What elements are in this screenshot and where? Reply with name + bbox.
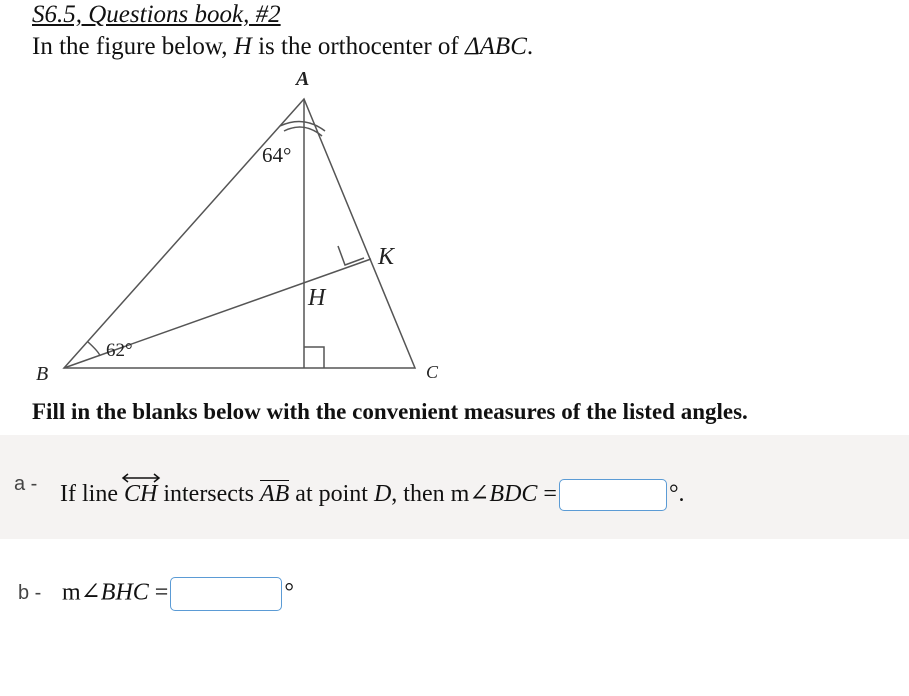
triangle-name: ΔABC	[464, 33, 527, 60]
question-a-text	[60, 479, 685, 511]
vertex-label-a: A	[296, 68, 310, 90]
segment-ab-name: AB	[259, 481, 290, 507]
question-b-text	[62, 577, 294, 611]
intro-text-before: In the figure below,	[32, 33, 234, 60]
question-a-label: a -	[14, 473, 38, 495]
triangle-abc	[64, 99, 415, 368]
question-a-band	[0, 435, 909, 539]
angle-bhc: BHC	[100, 579, 149, 606]
orthocenter-var: H	[233, 33, 252, 60]
line-ch-name: CH	[123, 481, 158, 507]
question-a-equals: =	[537, 481, 557, 507]
point-d: D	[373, 481, 392, 507]
question-header: S6.5, Questions book, #2	[32, 1, 281, 28]
question-a-suffix: °.	[668, 481, 685, 507]
question-b-equals: =	[148, 579, 169, 606]
angle-bdc: BDC	[489, 481, 538, 507]
question-b-suffix: °	[284, 579, 294, 606]
question-b-band	[0, 539, 909, 649]
point-label-k: K	[378, 244, 395, 270]
angle-label-b: 62°	[106, 340, 133, 361]
vertex-label-c: C	[426, 362, 439, 382]
angle-label-a: 64°	[262, 143, 292, 167]
intro-text-middle: is the orthocenter of	[251, 33, 465, 60]
line-ch-notation	[124, 479, 157, 509]
question-a-mid: intersects	[157, 481, 260, 507]
question-b-label: b -	[18, 582, 42, 604]
segment-bar-icon	[260, 480, 289, 481]
right-angle-mark-foot	[304, 347, 324, 368]
answer-input-a[interactable]	[559, 479, 667, 511]
segment-ab-notation	[260, 479, 289, 509]
question-a-start: If line	[60, 481, 124, 507]
angle-arc-b	[88, 342, 100, 356]
question-a-mid3: , then m∠	[391, 481, 490, 507]
answer-input-b[interactable]	[170, 577, 282, 611]
instruction-text: Fill in the blanks below with the convenient measures of the listed angles.	[32, 399, 748, 424]
vertex-label-b: B	[36, 363, 49, 385]
intro-text-end: .	[526, 33, 534, 60]
point-label-h: H	[308, 285, 326, 311]
question-a-mid2: at point	[289, 481, 374, 507]
question-b-start: m∠	[62, 579, 101, 606]
double-arrow-icon	[121, 473, 161, 483]
